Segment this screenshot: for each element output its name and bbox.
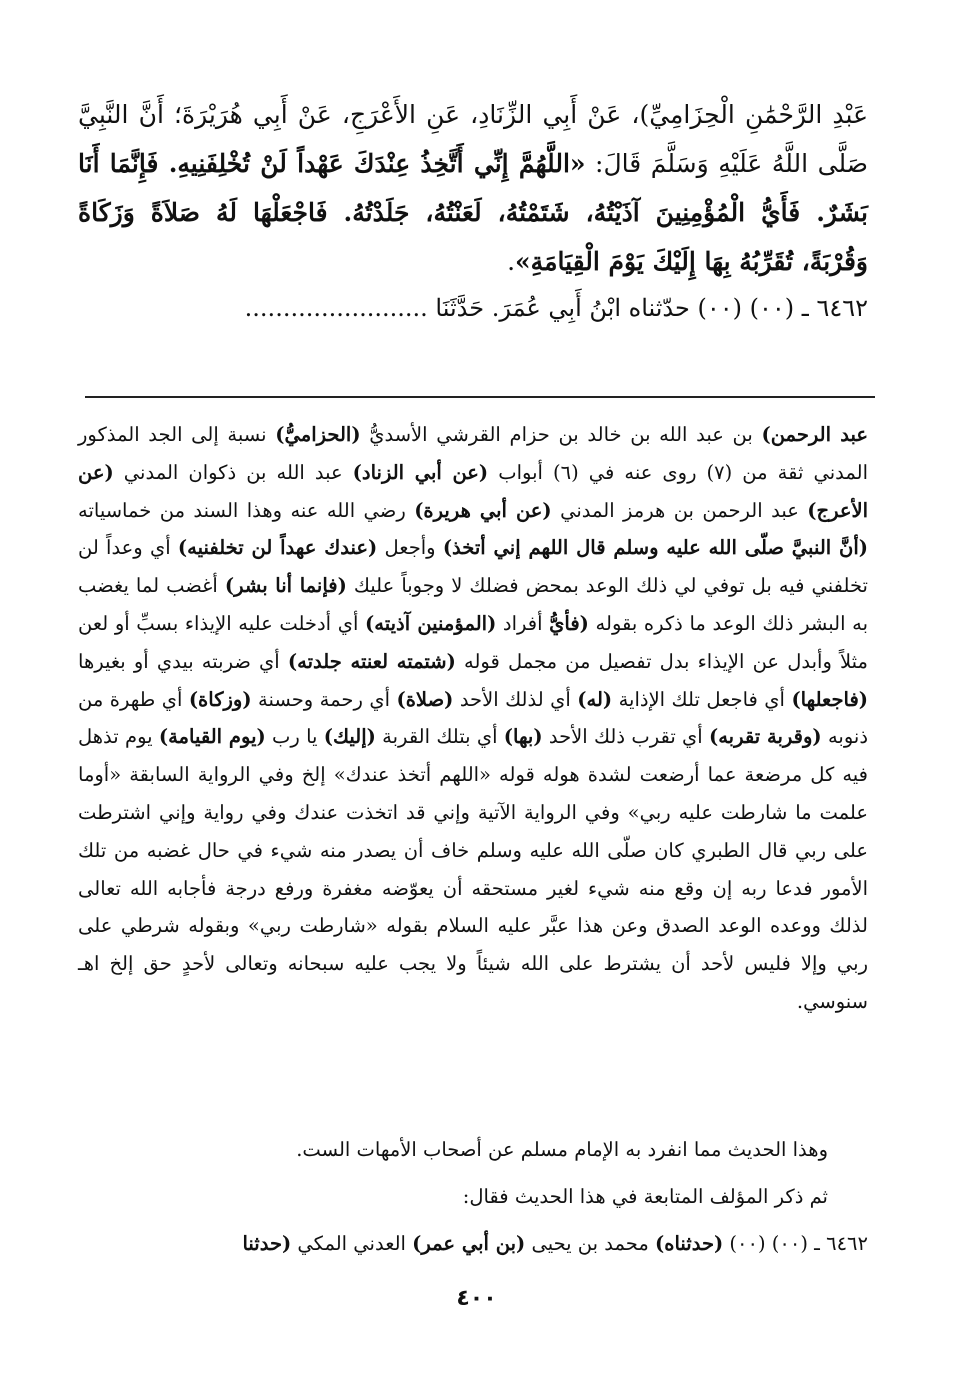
commentary-text: نسبة إلى الجد المذكور المدني ثقة من (٧) روى عنه في (٦) أبواب [78,423,868,484]
commentary-text: أي فاجعل تلك الإذاية [612,687,792,711]
commentary-text: رضي الله عنه وهذا السند من خماسياته [78,498,415,522]
commentary-text: أي طهرة من ذنوبه [78,687,869,749]
commentary-text: أي وعداً لن تخلفني فيه بل توفي لي ذلك الوعد بمحض فضلك لا وجوباً عليك [78,536,868,598]
commentary-text: أي أدخلت عليه الإيذاء بسبِّ أو لعن مثلاً وأبدل عن الإيذاء بدل تفصيل من مجمل قوله [78,611,868,673]
commentary-bold: عبد الرحمن) [761,423,868,446]
commentary-bold: (له) [577,687,613,711]
next-hadith-line [78,288,868,328]
footnote-divider [85,396,875,398]
commentary-text: عبد الله بن ذكوان المدني [113,460,353,484]
commentary-bold: (يوم القيامة) [158,725,266,749]
commentary-text: عبد الرحمن بن هرمز المدني [551,498,808,522]
commentary-bold: (عن أبي هريرة) [414,498,552,522]
commentary-bold: (المؤمنين آذيته) [365,611,497,635]
commentary-bold: (وزكاة) [188,687,252,711]
commentary-text: يوم تذهل فيه كل مرضعة عما أرضعت لشدة هوله قوله «اللهم أتخذ عندك» إلخ وفي الرواية السابقة «أوما علمت ما شارطت عليه ربي» وفي الرواية الآتية وإني قد اتخذت عندك وفي رواية وإني اشترطت على ربي قال الطبري كان صلّى الله عليه وسلم خاف أن يصدر منه شيء في حال غضبه من تلك الأمور فدعا ربه إن وقع منه شيء لغير مستحقه أن يعوّضه مغفرة ورفع درجة فأجابه الله تعالى لذلك ووعده الوعد الصدق وعن هذا عبَّر عليه السلام بقوله «شارطت ربي» وبقوله شرطي على ربي وإلا فليس لأحد أن يشترط على الله شيئاً ولا يجب عليه سبحانه وتعالى لأحدٍ حق إلخ اهـ سنوسي. [78,725,868,1013]
commentary-text: أغضب لما يغضب به البشر ذلك الوعد ما ذكره بقوله [78,574,869,635]
commentary-bold: (فاجعلها) [791,687,868,711]
hadith-end: . [507,247,516,276]
commentary-text: يا رب [265,725,324,749]
continuation-dots: ........................ [244,294,428,322]
commentary-bold: (عن الأعرج) [78,460,868,522]
commentary-text: أي بتلك القربة [375,725,504,749]
closing-line-isnad [78,1225,868,1263]
commentary-text: أي ضربته بيدي أو بغيرها [78,649,288,673]
hadith-text [78,90,868,286]
closing-section [78,1131,868,1263]
commentary-text: بن عبد الله بن خالد بن حزام القرشي الأسديُّ [360,423,762,446]
commentary-bold: (عن أبي الزناد) [352,460,489,484]
commentary-bold: (فإنما أنا بشر) [224,574,347,598]
commentary-text: أفراد [496,611,550,635]
hadith-prophetic-saying: «اللَّهُمَّ إِنِّي أَتَّخِذُ عِنْدَكَ عَهْداً لَنْ تُخْلِفَنِيهِ. فَإِنَّمَا أَنَا بَشَرٌ. فَأَيُّ الْمُؤْمِنِينَ آذَيْتُهُ، شَتَمْتُهُ، لَعَنْتُهُ، جَلَدْتُهُ. فَاجْعَلْهَا لَهُ صَلاَةً وَزَكَاةً وَقُرْبَةً، تُقَرِّبُهُ بِهَا إِلَيْكَ يَوْمَ الْقِيَامَةِ» [78,149,868,276]
commentary-bold: (الحزاميُّ) [275,423,361,446]
commentary-bold: (فأيُّ [549,611,589,635]
isnad-bold: (بن أبي عمر) [412,1232,526,1255]
closing-line-unique: وهذا الحديث مما انفرد به الإمام مسلم عن أصحاب الأمهات الست. [296,1138,828,1161]
commentary-bold: (شتمته لعنته جلدته) [287,649,456,673]
commentary-text: أي تقرب ذلك الأحد [542,725,709,749]
next-hadith-isnad: ٦٤٦٢ ـ (٠٠) (٠٠) حدّثناه ابْنُ أَبِي عُمَرَ. حَدَّثَنَا [435,294,868,322]
commentary-bold: (صلاة) [396,687,454,711]
commentary-text: أي رحمة وحسنة [251,687,397,711]
commentary-bold: (عندك عهداً لن تخلفنيه) [177,536,378,560]
commentary [78,416,868,1021]
hadith-intro: عَبْدِ الرَّحْمَٰنِ الْحِزَامِيِّ)، عَنْ أَبِي الزِّنَادِ، عَنِ الأَعْرَجِ، عَنْ أَبِي هُرَيْرَةَ؛ أَنَّ النَّبِيَّ صَلَّى اللَّهُ عَلَيْهِ وَسَلَّمَ قَالَ: [78,100,868,178]
commentary-bold: (وقربة تقربه) [709,725,822,749]
commentary-bold: (إليك) [323,725,376,749]
isnad-bold: (حدثنا [242,1232,292,1255]
isnad-text: محمد بن يحيى [525,1232,656,1255]
commentary-text: وأجعل [377,536,443,560]
isnad-number: ٦٤٦٢ ـ (٠٠) (٠٠) [723,1232,868,1255]
isnad-text: العدني المكي [291,1232,413,1255]
commentary-text: أي لذلك الأحد [453,687,578,711]
closing-line-followup: ثم ذكر المؤلف المتابعة في هذا الحديث فقال: [462,1185,828,1208]
isnad-bold: (حدثناه) [655,1232,724,1255]
commentary-paragraph [78,416,868,1021]
commentary-bold: (بها) [503,725,543,749]
commentary-bold: (أنَّ النبيَّ صلّى الله عليه وسلم قال اللهم إني أتخذ) [442,536,868,560]
page-number: ٤٠٠ [456,1286,497,1311]
